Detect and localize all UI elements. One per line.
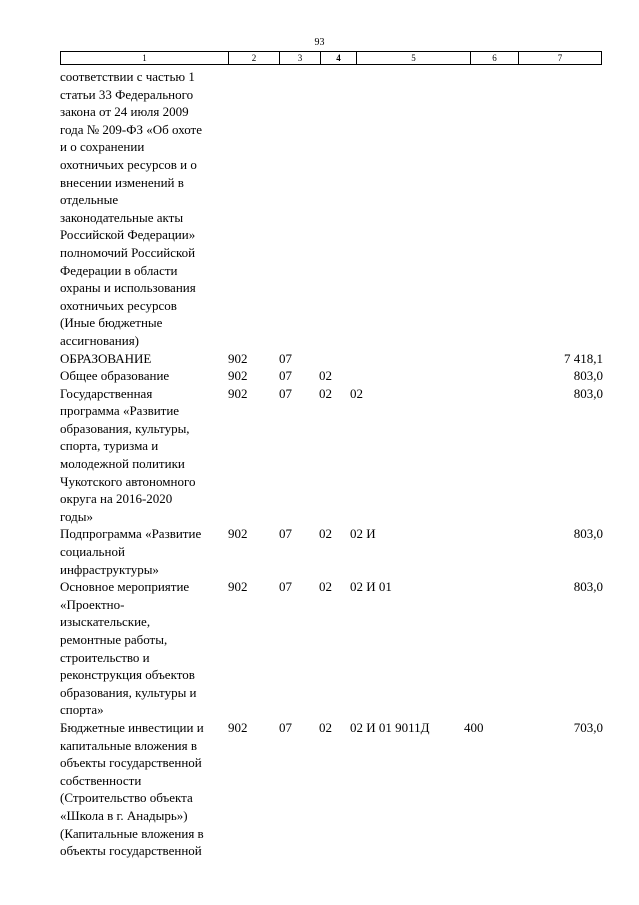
amount-cell (520, 68, 603, 350)
row-name-line: реконструкция объектов (60, 667, 195, 683)
amount-cell: 803,0 (573, 385, 603, 401)
target-article-cell: 02 И 01 9011Д (350, 719, 430, 735)
row-name-line: изыскательские, (60, 614, 151, 630)
target-article-cell: 02 (350, 385, 363, 401)
budget-table (60, 68, 603, 860)
row-name-line: года № 209-ФЗ «Об охоте (60, 121, 202, 137)
table-row (60, 367, 603, 385)
ministry-code-cell: 902 (228, 579, 248, 595)
row-name-line: объекты государственной (60, 843, 202, 859)
row-name-line: (Иные бюджетные (60, 315, 163, 331)
table-row (60, 350, 603, 368)
table-row (60, 578, 603, 719)
page-number: 93 (314, 37, 325, 48)
row-name-line: ассигнования) (60, 332, 140, 348)
amount-cell: 803,0 (573, 368, 603, 384)
expense-type-cell (464, 578, 520, 719)
column-header-5: 5 (357, 52, 471, 65)
column-header-3: 3 (280, 52, 321, 65)
section-code-cell: 07 (279, 350, 292, 366)
ministry-code-cell: 902 (228, 350, 248, 366)
row-name-cell (60, 719, 228, 860)
section-code-cell (279, 68, 319, 350)
row-name-line: строительство и (60, 649, 150, 665)
row-name-line: охотничьих ресурсов (60, 297, 177, 313)
row-name-cell (60, 68, 228, 350)
row-name-line: (Строительство объекта (60, 790, 193, 806)
row-name-line: Российской Федерации» (60, 227, 196, 243)
target-article-cell: 02 И (350, 526, 376, 542)
row-name-line: инфраструктуры» (60, 561, 159, 577)
row-name-line: Чукотского автономного (60, 473, 196, 489)
target-article-cell (350, 367, 464, 385)
row-name-line: Основное мероприятие (60, 579, 190, 595)
amount-cell: 703,0 (573, 719, 603, 735)
row-name-line: (Капитальные вложения в (60, 825, 204, 841)
ministry-code-cell: 902 (228, 526, 248, 542)
row-name-line: и о сохранении (60, 139, 145, 155)
target-article-cell (350, 350, 464, 368)
subsection-code-cell (319, 68, 350, 350)
section-code-cell: 07 (279, 526, 292, 542)
expense-type-cell: 400 (464, 719, 484, 735)
row-name-line: Федерации в области (60, 262, 178, 278)
table-row (60, 385, 603, 526)
target-article-cell (350, 68, 464, 350)
row-name-line: Подпрограмма «Развитие (60, 526, 202, 542)
table-row (60, 525, 603, 578)
amount-cell: 7 418,1 (564, 350, 603, 366)
column-header-6: 6 (471, 52, 519, 65)
section-code-cell: 07 (279, 368, 292, 384)
subsection-code-cell: 02 (319, 385, 332, 401)
row-name-line: социальной (60, 544, 125, 560)
column-header-row (61, 52, 602, 65)
row-name-line: отдельные (60, 192, 119, 208)
row-name-line: законодательные акты (60, 209, 184, 225)
row-name-line: образования, культуры и (60, 684, 197, 700)
row-name-cell (60, 525, 228, 578)
row-name-line: соответствии с частью 1 (60, 69, 195, 84)
row-name-line: Государственная (60, 385, 153, 401)
row-name-line: объекты государственной (60, 755, 202, 771)
column-header-4: 4 (321, 52, 357, 65)
expense-type-cell (464, 350, 520, 368)
expense-type-cell (464, 385, 520, 526)
column-header-table (60, 51, 602, 65)
row-name-line: округа на 2016-2020 (60, 491, 173, 507)
ministry-code-cell: 902 (228, 368, 248, 384)
row-name-cell (60, 578, 228, 719)
row-name-line: статьи 33 Федерального (60, 86, 194, 102)
expense-type-cell (464, 525, 520, 578)
row-name-line: внесении изменений в (60, 174, 184, 190)
ministry-code-cell (228, 68, 279, 350)
column-header-7: 7 (519, 52, 602, 65)
row-name-cell (60, 385, 228, 526)
subsection-code-cell (319, 350, 350, 368)
subsection-code-cell: 02 (319, 526, 332, 542)
table-row (60, 719, 603, 860)
column-header-2: 2 (229, 52, 280, 65)
row-name-line: «Школа в г. Анадырь») (60, 807, 188, 823)
section-code-cell: 07 (279, 579, 292, 595)
target-article-cell: 02 И 01 (350, 579, 392, 595)
subsection-code-cell: 02 (319, 719, 332, 735)
table-row (60, 68, 603, 350)
row-name-cell (60, 367, 228, 385)
row-name-line: образования, культуры, (60, 420, 190, 436)
section-code-cell: 07 (279, 719, 292, 735)
row-name-cell (60, 350, 228, 368)
row-name-line: программа «Развитие (60, 403, 180, 419)
row-name-line: Бюджетные инвестиции и (60, 719, 204, 735)
expense-type-cell (464, 367, 520, 385)
row-name-line: закона от 24 июля 2009 (60, 104, 189, 120)
row-name-line: годы» (60, 508, 93, 524)
expense-type-cell (464, 68, 520, 350)
row-name-line: спорта» (60, 702, 104, 718)
amount-cell: 803,0 (573, 526, 603, 542)
amount-cell: 803,0 (573, 579, 603, 595)
subsection-code-cell: 02 (319, 579, 332, 595)
row-name-line: спорта, туризма и (60, 438, 159, 454)
row-name-line: собственности (60, 772, 142, 788)
row-name-line: Общее образование (60, 368, 170, 384)
row-name-line: ОБРАЗОВАНИЕ (60, 350, 152, 366)
row-name-line: капитальные вложения в (60, 737, 197, 753)
section-code-cell: 07 (279, 385, 292, 401)
row-name-line: охраны и использования (60, 280, 196, 296)
row-name-line: молодежной политики (60, 456, 185, 472)
column-header-1: 1 (61, 52, 229, 65)
ministry-code-cell: 902 (228, 719, 248, 735)
row-name-line: ремонтные работы, (60, 632, 168, 647)
subsection-code-cell: 02 (319, 368, 332, 384)
row-name-line: «Проектно- (60, 596, 125, 612)
row-name-line: охотничьих ресурсов и о (60, 156, 197, 172)
ministry-code-cell: 902 (228, 385, 248, 401)
row-name-line: полномочий Российской (60, 244, 196, 260)
